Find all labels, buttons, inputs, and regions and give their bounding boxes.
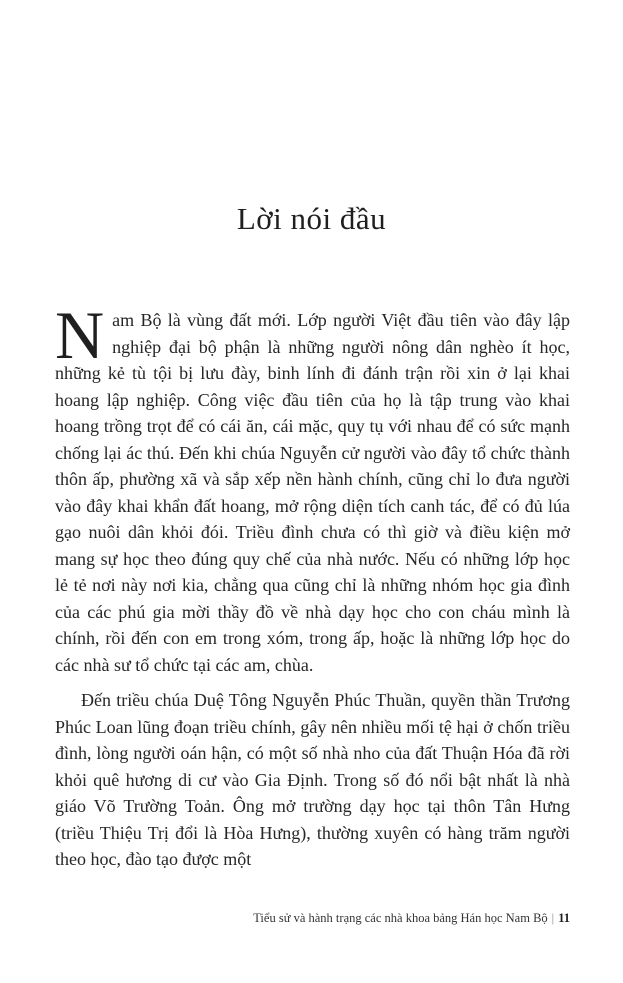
dropcap-letter: N [55, 297, 105, 373]
footer-book-title: Tiểu sử và hành trạng các nhà khoa bảng Hán học Nam Bộ [253, 911, 548, 925]
paragraph-1-text: am Bộ là vùng đất mới. Lớp người Việt đầu tiên vào đây lập nghiệp đại bộ phận là những người nông dân nghèo ít học, những kẻ tù tội bị lưu đày, binh lính đi đánh trận rồi xin ở lại khai hoang lập nghiệp. Công việc đầu tiên của họ là tập trung vào khai hoang trồng trọt để có cái ăn, cái mặc, quy tụ với nhau để có sức mạnh chống lại ác thú. Đến khi chúa Nguyễn cử người vào đây tổ chức thành thôn ấp, phường xã và sắp xếp nền hành chính, cũng chỉ lo đưa người vào đây khai khẩn đất hoang, mở rộng diện tích canh tác, để có đủ lúa gạo nuôi dân khỏi đói. Triều đình chưa có thì giờ và điều kiện mở mang sự học theo đúng quy chế của nhà nước. Nếu có những lớp học lẻ tẻ nơi này nơi kia, chẳng qua cũng chỉ là những nhóm học gia đình của các phú gia mời thầy đồ về nhà dạy học cho con cháu mình là chính, rồi đến con em trong xóm, trong ấp, hoặc là những lớp học do các nhà sư tổ chức tại các am, chùa. [55, 310, 570, 675]
paragraph-1 [55, 297, 570, 678]
body-text [55, 297, 570, 873]
footer-separator: | [551, 911, 555, 925]
footer-page-number: 11 [558, 911, 570, 925]
paragraph-2: Đến triều chúa Duệ Tông Nguyễn Phúc Thuần, quyền thần Trương Phúc Loan lũng đoạn triều chính, gây nên nhiều mối tệ hại ở chốn triều đình, lòng người oán hận, có một số nhà nho của đất Thuận Hóa đã rời khỏi quê hương di cư vào Gia Định. Trong số đó nổi bật nhất là nhà giáo Võ Trường Toản. Ông mở trường dạy học tại thôn Tân Hưng (triều Thiệu Trị đổi là Hòa Hưng), thường xuyên có hàng trăm người theo học, đào tạo được một [55, 690, 570, 869]
page-title: Lời nói đầu [236, 201, 387, 236]
page-footer [253, 910, 570, 926]
